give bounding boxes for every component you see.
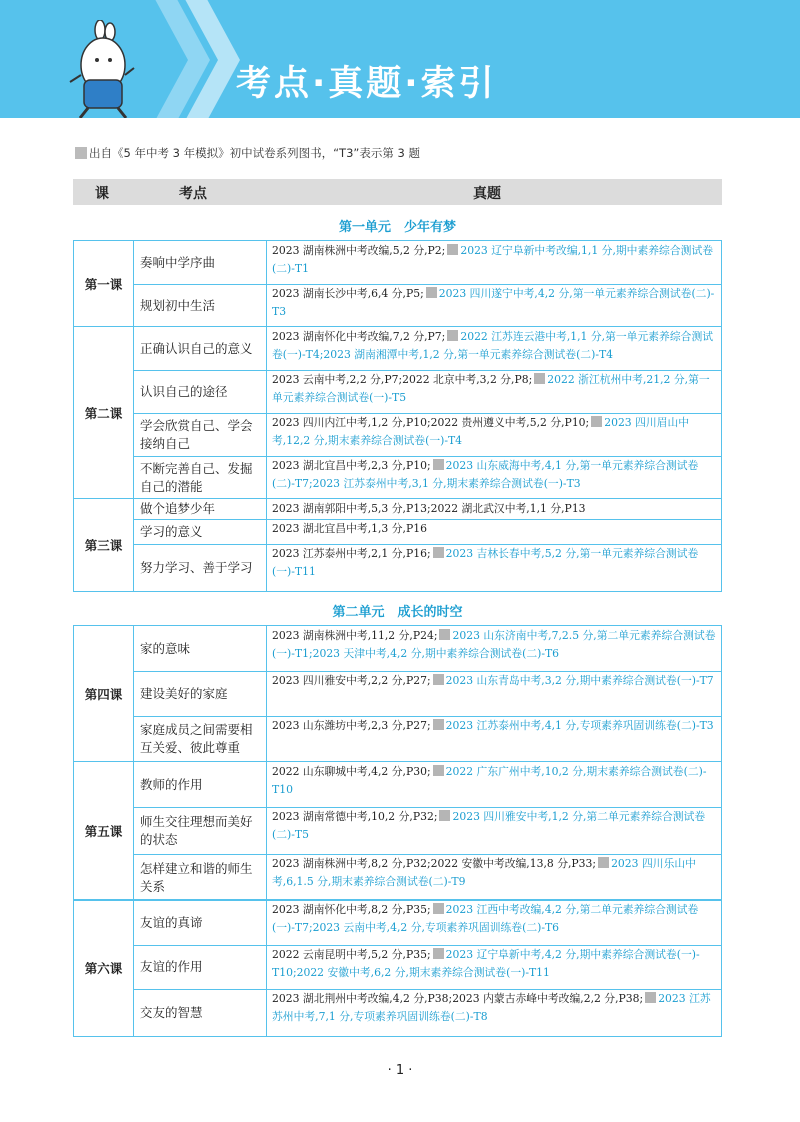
source-cell	[267, 456, 721, 499]
book-tag-icon	[439, 810, 450, 821]
source-cell	[267, 284, 721, 327]
lesson-group	[73, 761, 722, 901]
source-text: 2023 湖南株洲中考改编,5,2 分,P2;	[272, 244, 446, 257]
topic-cell: 家庭成员之间需要相互关爱、彼此尊重	[134, 716, 267, 762]
source-text: 2023 湖北宜昌中考,2,3 分,P10;	[272, 459, 431, 472]
source-text: 2023 山东潍坊中考,2,3 分,P27;	[272, 719, 431, 732]
topic-cell: 学习的意义	[134, 519, 267, 544]
header-banner	[0, 0, 800, 118]
source-text: 2022 云南昆明中考,5,2 分,P35;	[272, 948, 431, 961]
book-tag-icon	[433, 948, 444, 959]
topic-cell: 正确认识自己的意义	[134, 327, 267, 370]
lesson-label: 第四课	[74, 626, 134, 761]
topic-cell: 怎样建立和谐的师生关系	[134, 854, 267, 901]
unit-title: 第一单元 少年有梦	[338, 220, 456, 235]
source-text: 2023 四川雅安中考,2,2 分,P27;	[272, 674, 431, 687]
book-tag-icon	[447, 244, 458, 255]
topic-cell: 交友的智慧	[134, 989, 267, 1037]
source-text: 2023 湖南长沙中考,6,4 分,P5;	[272, 287, 424, 300]
source-note: 出自《5 年中考 3 年模拟》初中试卷系列图书，“T3”表示第 3 题	[75, 145, 420, 161]
source-cell	[267, 370, 721, 413]
source-cell	[267, 241, 721, 284]
chevron-decoration-icon	[180, 0, 240, 118]
topic-cell: 奏响中学序曲	[134, 241, 267, 284]
source-cell	[267, 807, 721, 854]
source-text: 2022 山东聊城中考,4,2 分,P30;	[272, 765, 431, 778]
source-cell	[267, 499, 721, 519]
column-header-topic: 考点	[179, 186, 207, 202]
book-tag-icon	[433, 674, 444, 685]
topic-cell: 学会欣赏自己、学会接纳自己	[134, 413, 267, 456]
source-link-text: 2023 江西中考改编,4,2 分,第二单元素养综合测试卷(一)-T7;2023 云南中考,4,2 分,专项素养巩固训练卷(二)-T6	[272, 903, 699, 934]
source-link-text: 2023 山东青岛中考,3,2 分,期中素养综合测试卷(一)-T7	[445, 674, 714, 687]
source-tag-icon	[75, 147, 87, 159]
source-link-text: 2023 四川乐山中考,6,1.5 分,期末素养综合测试卷(二)-T9	[272, 857, 696, 888]
book-tag-icon	[433, 547, 444, 558]
lesson-label: 第五课	[74, 762, 134, 900]
topic-cell: 家的意味	[134, 626, 267, 671]
source-text: 2023 云南中考,2,2 分,P7;2022 北京中考,3,2 分,P8;	[272, 373, 533, 386]
topic-cell: 规划初中生活	[134, 284, 267, 327]
topic-cell: 友谊的作用	[134, 945, 267, 989]
source-link-text: 2023 山东威海中考,4,1 分,第一单元素养综合测试卷(二)-T7;2023 江苏泰州中考,3,1 分,期末素养综合测试卷(一)-T3	[272, 459, 699, 490]
source-link-text: 2023 江苏苏州中考,7,1 分,专项素养巩固训练卷(二)-T8	[272, 992, 711, 1023]
source-text: 2023 湖南常德中考,10,2 分,P32;	[272, 810, 438, 823]
source-cell	[267, 626, 721, 671]
lesson-group	[73, 625, 722, 762]
source-cell	[267, 945, 721, 989]
topic-cell: 做个追梦少年	[134, 499, 267, 519]
source-link-text: 2023 辽宁阜新中考改编,1,1 分,期中素养综合测试卷(二)-T1	[272, 244, 714, 275]
source-text: 2023 湖北荆州中考改编,4,2 分,P38;2023 内蒙古赤峰中考改编,2,2 分,P38;	[272, 992, 644, 1005]
source-cell	[267, 989, 721, 1037]
lesson-group	[73, 498, 722, 592]
source-text: 2023 湖南怀化中考改编,7,2 分,P7;	[272, 330, 446, 343]
source-cell	[267, 671, 721, 716]
source-text: 2023 湖南株洲中考,8,2 分,P32;2022 安徽中考改编,13,8 分,P33;	[272, 857, 597, 870]
lesson-group	[73, 899, 722, 1037]
topic-cell: 认识自己的途径	[134, 370, 267, 413]
column-header-source: 真题	[473, 186, 501, 202]
topic-cell: 友谊的真谛	[134, 900, 267, 945]
book-tag-icon	[447, 330, 458, 341]
lesson-label: 第六课	[74, 900, 134, 1036]
source-link-text: 2023 四川眉山中考,12,2 分,期末素养综合测试卷(一)-T4	[272, 416, 690, 447]
source-link-text: 2023 吉林长春中考,5,2 分,第一单元素养综合测试卷(一)-T11	[272, 547, 699, 578]
source-text: 2023 四川内江中考,1,2 分,P10;2022 贵州遵义中考,5,2 分,P10;	[272, 416, 590, 429]
source-link-text: 2023 辽宁阜新中考,4,2 分,期中素养综合测试卷(一)-T10;2022 安徽中考,6,2 分,期末素养综合测试卷(一)-T11	[272, 948, 700, 979]
topic-cell: 不断完善自己、发掘自己的潜能	[134, 456, 267, 499]
source-link-text: 2022 广东广州中考,10,2 分,期末素养综合测试卷(二)-T10	[272, 765, 707, 796]
book-tag-icon	[645, 992, 656, 1003]
source-text: 2023 湖南郭阳中考,5,3 分,P13;2022 湖北武汉中考,1,1 分,P13	[272, 502, 586, 515]
lesson-group	[73, 326, 722, 499]
book-tag-icon	[534, 373, 545, 384]
source-link-text: 2023 山东济南中考,7,2.5 分,第二单元素养综合测试卷(一)-T1;2023 天津中考,4,2 分,期中素养综合测试卷(二)-T6	[272, 629, 716, 660]
lesson-group	[73, 240, 722, 327]
source-cell	[267, 900, 721, 945]
source-text: 2023 湖南株洲中考,11,2 分,P24;	[272, 629, 438, 642]
lesson-label: 第一课	[74, 241, 134, 326]
page-title: 考点·真题·索引	[236, 64, 497, 104]
source-link-text: 2023 江苏泰州中考,4,1 分,专项素养巩固训练卷(二)-T3	[445, 719, 714, 732]
table-header	[73, 179, 722, 205]
source-text: 2023 江苏泰州中考,2,1 分,P16;	[272, 547, 431, 560]
source-link-text: 2023 四川遂宁中考,4,2 分,第一单元素养综合测试卷(二)-T3	[272, 287, 715, 318]
source-link-text: 2023 四川雅安中考,1,2 分,第二单元素养综合测试卷(二)-T5	[272, 810, 706, 841]
page-number: · 1 ·	[387, 1063, 413, 1078]
book-tag-icon	[591, 416, 602, 427]
book-tag-icon	[598, 857, 609, 868]
source-cell	[267, 762, 721, 807]
topic-cell: 师生交往理想而美好的状态	[134, 807, 267, 854]
source-cell	[267, 327, 721, 370]
source-cell	[267, 854, 721, 901]
lesson-label: 第二课	[74, 327, 134, 498]
book-tag-icon	[426, 287, 437, 298]
book-tag-icon	[439, 629, 450, 640]
book-tag-icon	[433, 459, 444, 470]
topic-cell: 教师的作用	[134, 762, 267, 807]
topic-cell: 努力学习、善于学习	[134, 544, 267, 592]
source-cell	[267, 413, 721, 456]
source-text: 2023 湖南怀化中考,8,2 分,P35;	[272, 903, 431, 916]
book-tag-icon	[433, 765, 444, 776]
book-tag-icon	[433, 719, 444, 730]
book-tag-icon	[433, 903, 444, 914]
source-link-text: 2022 浙江杭州中考,21,2 分,第一单元素养综合测试卷(一)-T5	[272, 373, 710, 404]
source-cell	[267, 716, 721, 762]
source-link-text: 2022 江苏连云港中考,1,1 分,第一单元素养综合测试卷(一)-T4;2023 湖南湘潭中考,1,2 分,第一单元素养综合测试卷(二)-T4	[272, 330, 714, 361]
column-header-lesson: 课	[95, 186, 109, 202]
lesson-label: 第三课	[74, 499, 134, 591]
topic-cell: 建设美好的家庭	[134, 671, 267, 716]
unit-title: 第二单元 成长的时空	[332, 605, 463, 620]
source-cell	[267, 519, 721, 544]
source-text: 2023 湖北宜昌中考,1,3 分,P16	[272, 522, 427, 535]
source-cell	[267, 544, 721, 592]
mascot-icon	[66, 20, 136, 118]
